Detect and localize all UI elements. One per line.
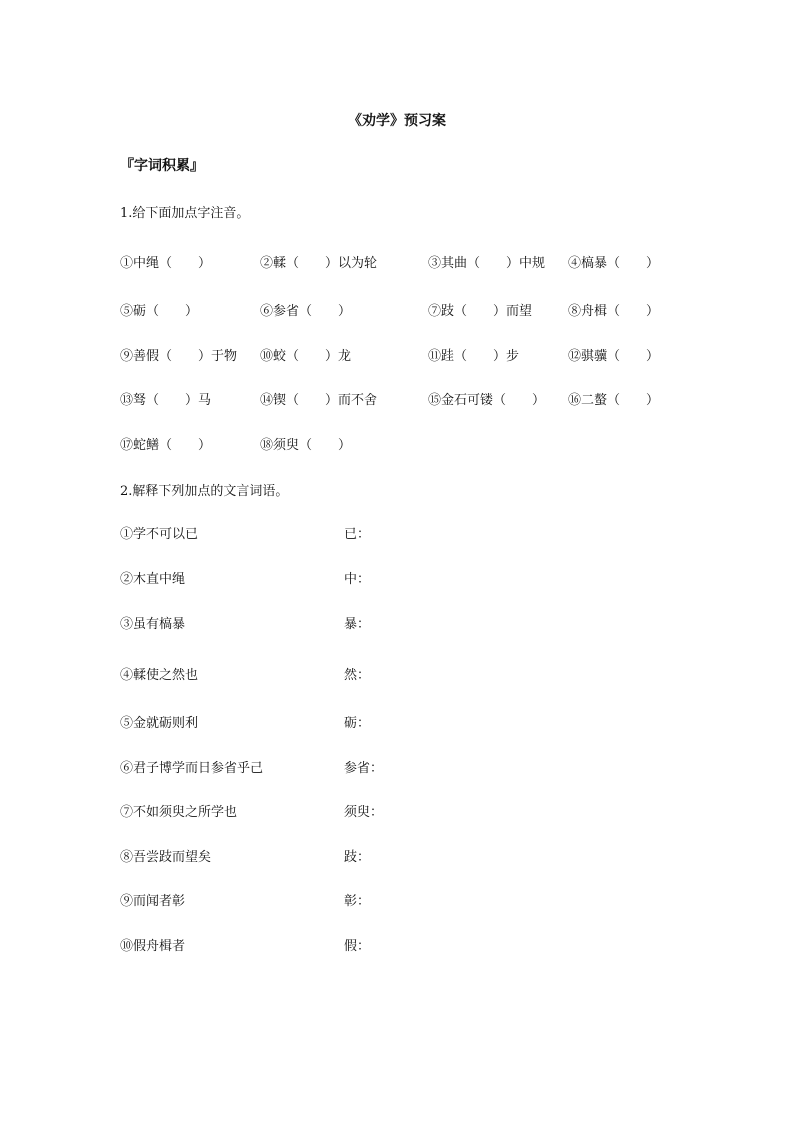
- definition-answer-label: 中：: [344, 572, 371, 587]
- definition-row: [120, 801, 520, 821]
- definition-phrase: ⑨而闻者彰: [120, 894, 186, 909]
- definition-phrase: ⑦不如须臾之所学也: [120, 805, 238, 820]
- question-2-prompt: 2.解释下列加点的文言词语。: [120, 484, 289, 499]
- pinyin-item: ⑨善假（ ）于物: [120, 349, 238, 364]
- definition-row: [120, 712, 520, 732]
- definition-row: [120, 757, 520, 777]
- pinyin-item: ⑬驽（ ）马: [120, 393, 212, 408]
- pinyin-item: ⑮金石可镂（ ）: [428, 393, 546, 408]
- pinyin-item: ⑧舟楫（ ）: [568, 304, 660, 319]
- definition-answer-label: 已：: [344, 527, 371, 542]
- definition-phrase: ③虽有槁暴: [120, 617, 186, 632]
- definition-row: [120, 613, 520, 633]
- definition-answer-label: 参省：: [344, 761, 384, 776]
- definition-answer-label: 砺：: [344, 716, 371, 731]
- definition-answer-label: 然：: [344, 668, 371, 683]
- definition-phrase: ⑩假舟楫者: [120, 939, 186, 954]
- pinyin-item: ①中绳（ ）: [120, 256, 212, 271]
- pinyin-row-4: [120, 389, 680, 409]
- definition-row: [120, 935, 520, 955]
- pinyin-item: ⑯二螯（ ）: [568, 393, 660, 408]
- definition-phrase: ⑧吾尝跂而望矣: [120, 850, 212, 865]
- definition-row: [120, 568, 520, 588]
- pinyin-row-2: [120, 300, 680, 320]
- definition-row: [120, 846, 520, 866]
- pinyin-row-3: [120, 345, 680, 365]
- pinyin-item: ⑤砺（ ）: [120, 304, 199, 319]
- section-heading: 『字词积累』: [120, 158, 204, 174]
- definition-phrase: ②木直中绳: [120, 572, 186, 587]
- definition-answer-label: 彰：: [344, 894, 371, 909]
- definition-row: [120, 890, 520, 910]
- pinyin-item: ⑦跂（ ）而望: [428, 304, 533, 319]
- definition-answer-label: 须臾：: [344, 805, 384, 820]
- pinyin-row-1: [120, 252, 680, 272]
- definition-row: [120, 664, 520, 684]
- pinyin-item: ⑫骐骥（ ）: [568, 349, 660, 364]
- pinyin-row-5: [120, 434, 680, 454]
- question-1-prompt: 1.给下面加点字注音。: [120, 206, 250, 221]
- page-title: 《劝学》预习案: [348, 113, 446, 129]
- definition-phrase: ⑤金就砺则利: [120, 716, 199, 731]
- definition-answer-label: 暴：: [344, 617, 371, 632]
- pinyin-item: ⑱须臾（ ）: [260, 438, 352, 453]
- definition-phrase: ⑥君子博学而日参省乎己: [120, 761, 264, 776]
- pinyin-item: ②輮（ ）以为轮: [260, 256, 378, 271]
- pinyin-item: ⑪跬（ ）步: [428, 349, 520, 364]
- definition-phrase: ①学不可以已: [120, 527, 199, 542]
- pinyin-item: ⑭锲（ ）而不舍: [260, 393, 378, 408]
- definition-phrase: ④輮使之然也: [120, 668, 199, 683]
- definition-answer-label: 假：: [344, 939, 371, 954]
- pinyin-item: ⑰蛇鳝（ ）: [120, 438, 212, 453]
- pinyin-item: ⑩蛟（ ）龙: [260, 349, 352, 364]
- pinyin-item: ③其曲（ ）中规: [428, 256, 546, 271]
- pinyin-item: ④槁暴（ ）: [568, 256, 660, 271]
- definition-answer-label: 跂：: [344, 850, 371, 865]
- definition-row: [120, 523, 520, 543]
- pinyin-item: ⑥参省（ ）: [260, 304, 352, 319]
